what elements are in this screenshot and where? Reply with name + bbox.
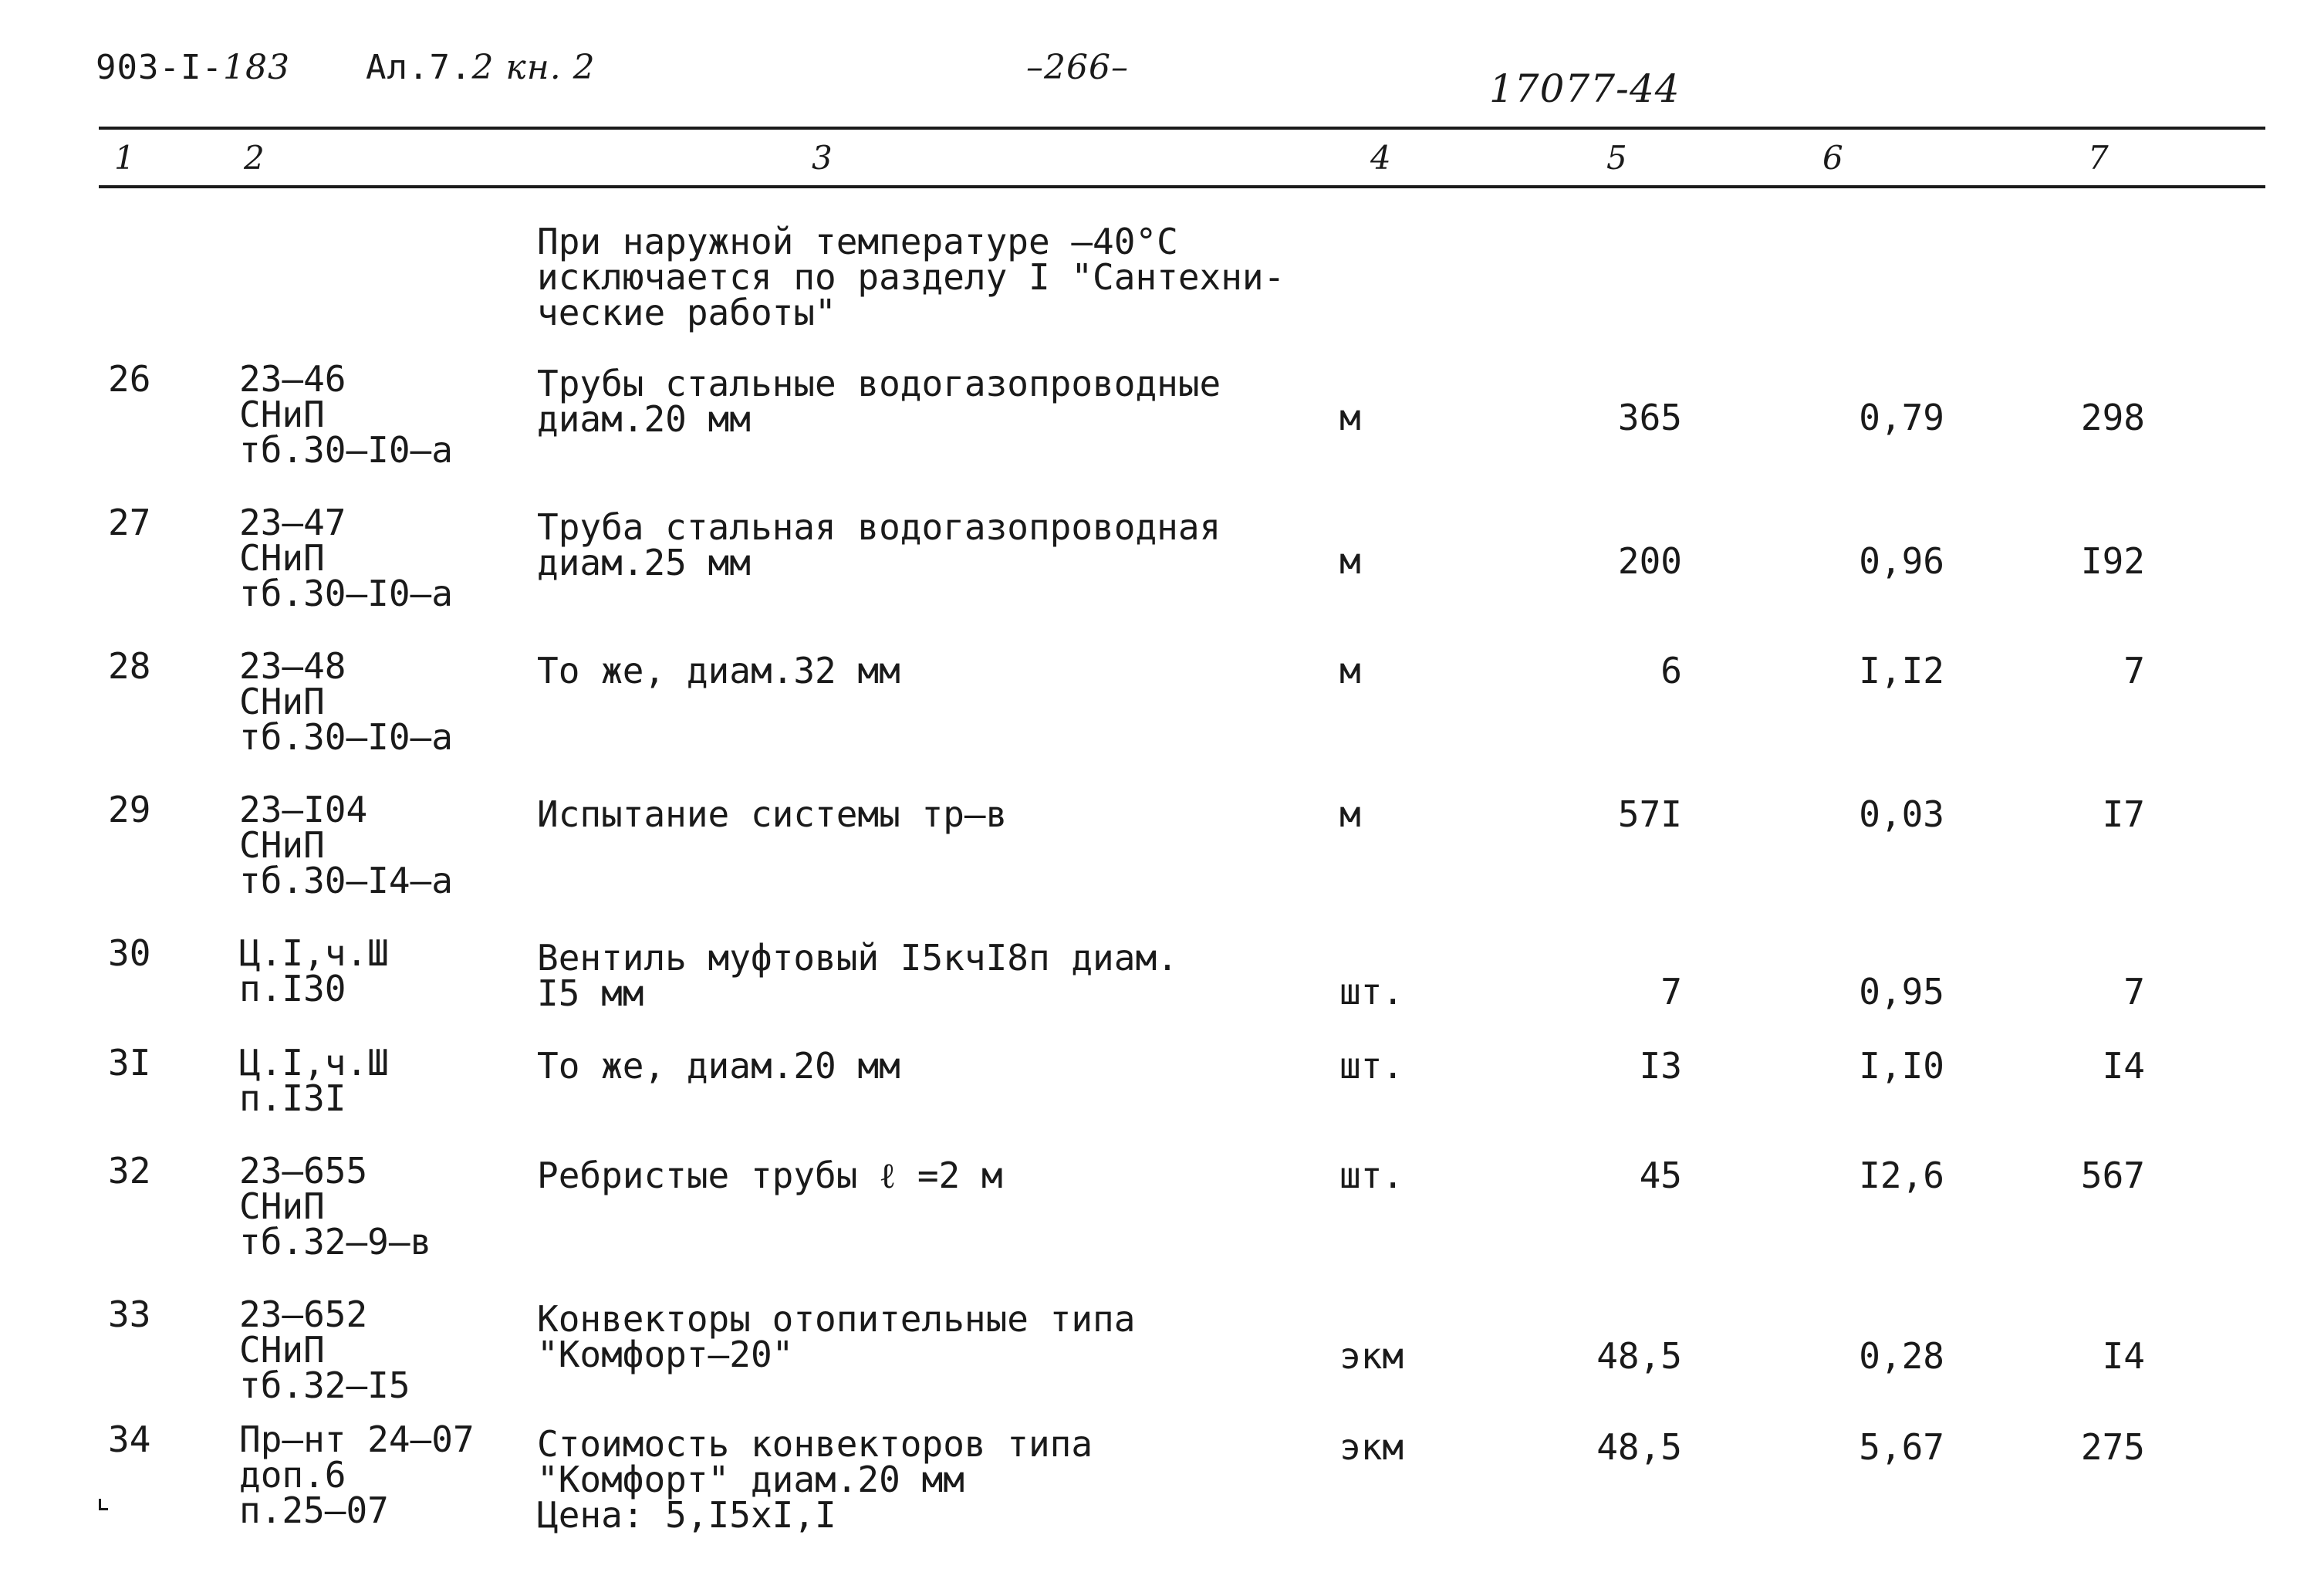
unit-price: I,I2 [1859,650,1944,691]
column-header-4: 4 [1370,139,1391,177]
norm-reference: 23–48 СНиП тб.30–I0–а [239,645,453,758]
unit-price: 0,96 [1859,540,1944,582]
work-description: Вентиль муфтовый I5кчI8п диам. I5 мм [537,937,1178,1014]
quantity: 365 [1617,397,1682,438]
column-header-1: 1 [114,139,135,177]
page-number: –266– [1026,48,1129,87]
document-code [96,48,290,87]
row-number: 30 [108,932,151,974]
unit: м [1339,650,1361,691]
unit: м [1339,540,1361,582]
unit: экм [1339,1426,1404,1468]
total-cost: 275 [2080,1426,2145,1468]
row-number: 27 [108,502,151,543]
row-number: 3I [108,1042,151,1084]
unit: шт. [1339,971,1404,1013]
unit-price: 0,28 [1859,1335,1944,1377]
work-description: То же, диам.20 мм [537,1045,900,1087]
total-cost: 7 [2123,971,2145,1013]
norm-reference: 23–I04 СНиП тб.30–I4–а [239,789,453,901]
unit: шт. [1339,1045,1404,1087]
work-description: Испытание системы тр–в [537,793,1008,835]
handwritten-reference: 17077-44 [1489,66,1681,111]
total-cost: 298 [2080,397,2145,438]
work-description: Ребристые трубы ℓ =2 м [537,1155,1003,1196]
unit-price: I2,6 [1859,1155,1944,1196]
unit-price: 0,79 [1859,397,1944,438]
row-number: 29 [108,789,151,830]
row-number: 28 [108,645,151,687]
quantity: 45 [1639,1155,1682,1196]
unit: шт. [1339,1155,1404,1196]
column-header-3: 3 [812,139,833,177]
unit: экм [1339,1335,1404,1377]
unit-price: 0,95 [1859,971,1944,1013]
norm-reference: 23–47 СНиП тб.30–I0–а [239,502,453,614]
unit: м [1339,397,1361,438]
quantity: I3 [1639,1045,1682,1087]
work-description: То же, диам.32 мм [537,650,900,691]
norm-reference: Ц.I,ч.Ш п.I3I [239,1042,389,1119]
column-header-2: 2 [244,139,265,177]
unit-price: 0,03 [1859,793,1944,835]
norm-reference: 23–655 СНиП тб.32–9–в [239,1150,432,1263]
column-header-7: 7 [2088,139,2109,177]
work-description: Труба стальная водогазопроводная диам.25 мм [537,506,1221,583]
work-description: Конвекторы отопительные типа "Комфорт–20" [537,1298,1136,1375]
unit-price: I,I0 [1859,1045,1944,1087]
norm-reference: Пр–нт 24–07 доп.6 п.25–07 [239,1418,475,1531]
work-description: Трубы стальные водогазопроводные диам.20 мм [537,363,1221,440]
quantity: 57I [1617,793,1682,835]
total-cost: 567 [2080,1155,2145,1196]
row-number: 32 [108,1150,151,1192]
album-handwritten: 2 кн. 2 [471,48,596,87]
header-top-rule [99,127,2265,130]
total-cost: I4 [2102,1335,2145,1377]
row-number: 26 [108,358,151,400]
unit: м [1339,793,1361,835]
album-reference [366,48,596,87]
document-code-handwritten: 183 [222,48,290,87]
quantity: 48,5 [1596,1335,1682,1377]
row-number: 33 [108,1293,151,1335]
column-header-5: 5 [1606,139,1627,177]
total-cost: 7 [2123,650,2145,691]
row-number: 34 [108,1418,151,1460]
norm-reference: Ц.I,ч.Ш п.I30 [239,932,389,1009]
column-header-6: 6 [1822,139,1843,177]
total-cost: I7 [2102,793,2145,835]
unit-price: 5,67 [1859,1426,1944,1468]
total-cost: I92 [2080,540,2145,582]
album-prefix: Ал.7. [366,48,472,87]
norm-reference: 23–652 СНиП тб.32–I5 [239,1293,410,1406]
norm-reference: 23–46 СНиП тб.30–I0–а [239,358,453,471]
header-bottom-rule [99,185,2265,188]
total-cost: I4 [2102,1045,2145,1087]
quantity: 6 [1660,650,1682,691]
quantity: 7 [1660,971,1682,1013]
quantity: 200 [1617,540,1682,582]
corner-mark-foot [99,1508,108,1510]
quantity: 48,5 [1596,1426,1682,1468]
work-description: Стоимость конвекторов типа "Комфорт" диам.20 мм Цена: 5,I5хI,I [537,1423,1093,1536]
document-code-prefix: 903-I- [96,48,223,87]
intro-note: При наружной температуре –40°С исключается по разделу I "Сантехни- ческие работы" [537,221,1285,333]
